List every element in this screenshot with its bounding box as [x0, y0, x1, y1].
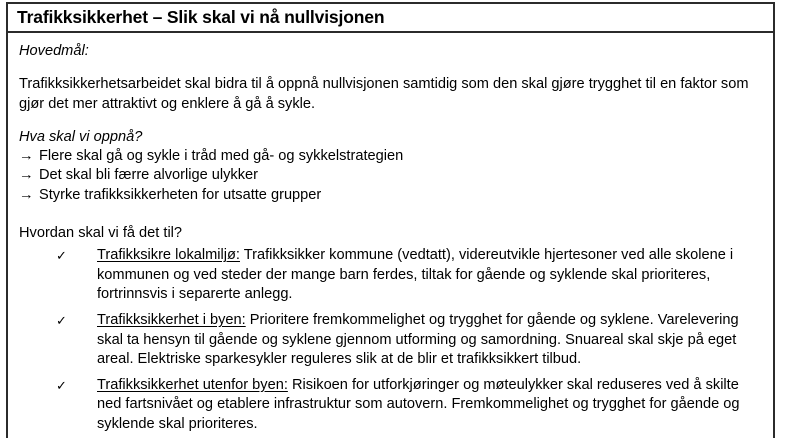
objective-line — [19, 186, 763, 205]
list-item — [19, 376, 763, 434]
document-header-row — [8, 4, 773, 33]
checkmark-icon: ✓ — [56, 378, 67, 394]
checkmark-icon: ✓ — [56, 313, 67, 329]
objective-line — [19, 147, 763, 166]
page-title: Trafikksikkerhet – Slik skal vi nå nullvisjonen — [17, 7, 385, 27]
objective-label: Flere skal gå og sykle i tråd med gå- og sykkelstrategien — [39, 148, 404, 165]
arrow-right-icon: → — [19, 186, 34, 203]
objective-label: Styrke trafikksikkerheten for utsatte grupper — [39, 186, 322, 203]
measures-list — [19, 246, 763, 434]
howto-heading: Hvordan skal vi få det til? — [19, 225, 183, 242]
checkmark-icon: ✓ — [56, 248, 67, 264]
document-table — [6, 2, 775, 438]
objectives-block — [19, 128, 763, 205]
objectives-heading: Hva skal vi oppnå? — [19, 128, 143, 145]
arrow-right-icon: → — [19, 148, 34, 165]
objective-label: Det skal bli færre alvorlige ulykker — [39, 167, 258, 184]
list-item — [19, 311, 763, 369]
measure-text: Prioritere fremkommelighet og trygghet for gående og syklene. Varelevering skal ta hensyn til gående og syklene gjennom utforming og samordning. Snuareal skal skje på eget areal. Elektriske sparkesykler reguleres slik at de blir et trafikksikkert tilbud. — [97, 312, 739, 367]
main-goal-paragraph: Trafikksikkerhetsarbeidet skal bidra til å oppnå nullvisjonen samtidig som den skal gjøre trygghet til en faktor som gjør det mer attraktivt og enklere å gå å sykle. — [19, 76, 749, 112]
measure-text: Risikoen for utforkjøringer og møteulykker skal reduseres ved å skilte ned fartsnivået og etablere infrastruktur som autovern. Fremkommelighet og trygghet for gående og syklende skal prioriteres. — [97, 377, 740, 432]
measure-label: Trafikksikre lokalmiljø: — [97, 247, 240, 264]
objective-line — [19, 166, 763, 185]
document-body-cell — [8, 33, 773, 434]
main-goal-heading: Hovedmål: — [19, 43, 89, 59]
measure-label: Trafikksikkerhet i byen: — [97, 312, 246, 329]
measure-label: Trafikksikkerhet utenfor byen: — [97, 377, 288, 394]
list-item — [19, 246, 763, 304]
measure-text: Trafikksikker kommune (vedtatt), videreutvikle hjertesoner ved alle skolene i kommunen og ved steder der mange barn ferdes, tiltak for gående og syklende skal prioriteres, fortrinnsvis i separerte anlegg. — [97, 247, 734, 302]
arrow-right-icon: → — [19, 167, 34, 184]
